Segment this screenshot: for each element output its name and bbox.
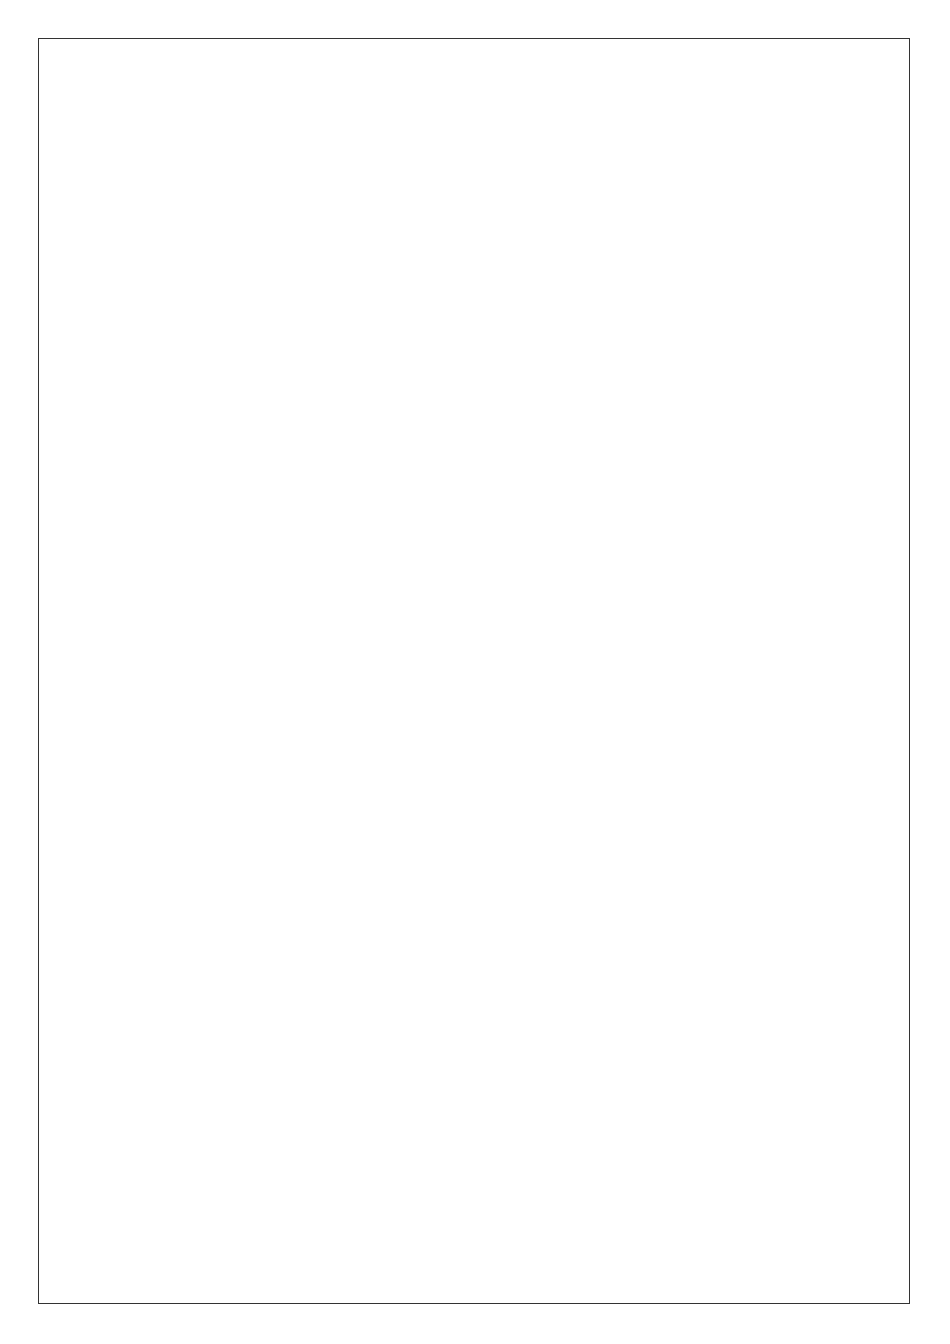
title-container (0, 125, 950, 144)
page-border (38, 38, 910, 1304)
page-footer (0, 1246, 950, 1261)
